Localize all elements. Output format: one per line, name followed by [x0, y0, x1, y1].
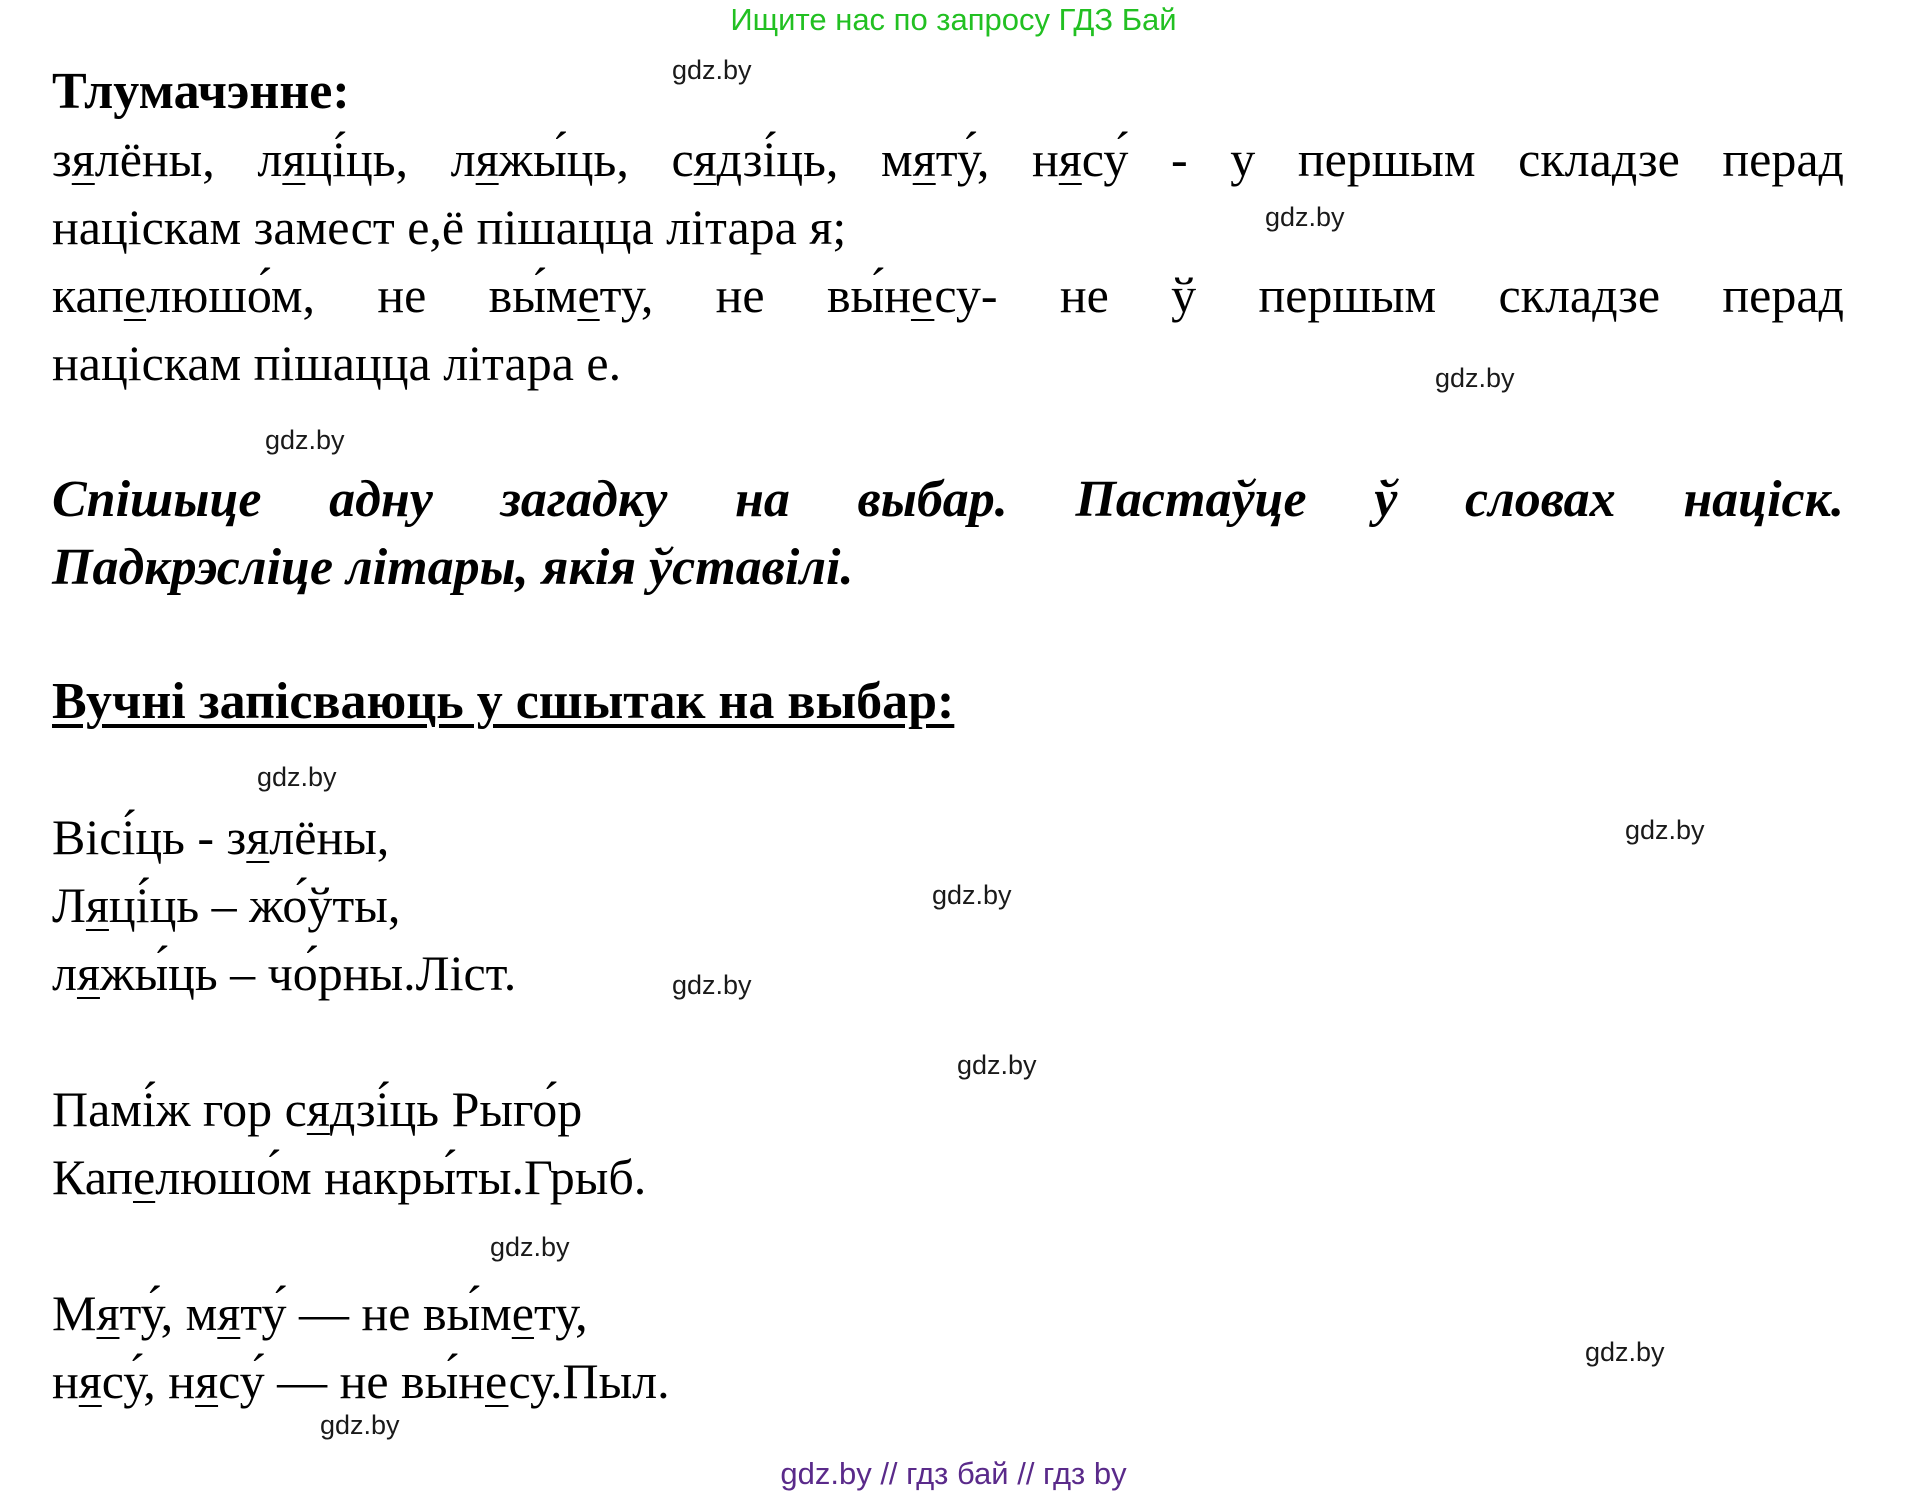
text-segment: ці́ць, л [305, 131, 476, 187]
task-line-2: Падкрэсліце літары, якія ўставілі. [52, 539, 854, 596]
text-segment: люшо́м, не вы́м [146, 267, 578, 323]
riddle-1-line-2 [52, 876, 400, 934]
underlined-letter: я [71, 131, 95, 187]
underlined-letter: я [76, 945, 100, 1001]
underlined-letter: я [282, 131, 306, 187]
underlined-letter: я [246, 809, 270, 865]
watermark: gdz.by [1265, 202, 1345, 232]
explanation-line-3 [52, 266, 1844, 324]
explanation-line-4: націскам пішацца літара е. [52, 335, 622, 391]
text-segment: ту, не вы́н [599, 267, 911, 323]
underlined-letter: я [912, 131, 936, 187]
underlined-letter: е [577, 267, 600, 323]
text-segment: з [52, 131, 72, 187]
text-segment: Л [52, 877, 86, 933]
text-segment: ту́ — не вы́м [240, 1285, 512, 1341]
riddle-2-line-1 [52, 1080, 582, 1138]
text-segment: лёны, л [94, 131, 283, 187]
text-segment: ці́ць – жо́ўты, [108, 877, 401, 933]
top-banner: Ищите нас по запросу ГДЗ Бай [730, 2, 1177, 37]
text-segment: н [52, 1353, 79, 1409]
underlined-letter: е [132, 1149, 156, 1205]
underlined-letter: е [123, 267, 147, 323]
riddle-3-line-1 [52, 1284, 588, 1342]
text-segment: ту́, н [935, 131, 1059, 187]
text-segment: су́ — не вы́н [218, 1353, 486, 1409]
text-segment: жы́ць – чо́рны.Ліст. [99, 945, 517, 1001]
text-segment: кап [52, 267, 124, 323]
watermark: gdz.by [1435, 363, 1515, 393]
underlined-letter: я [217, 1285, 241, 1341]
underlined-letter: я [475, 131, 499, 187]
text-segment: дзі́ць, м [716, 131, 913, 187]
text-segment: дзі́ць Рыго́р [329, 1081, 583, 1137]
watermark: gdz.by [932, 880, 1012, 910]
explanation-line-2: націскам замест е,ё пішацца літара я; [52, 199, 847, 255]
watermark: gdz.by [1585, 1337, 1665, 1367]
text-segment: су́ - у першым складзе перад [1081, 131, 1844, 187]
text-segment: ту́, м [119, 1285, 218, 1341]
watermark: gdz.by [672, 55, 752, 85]
text-segment: л [52, 945, 77, 1001]
text-segment: Кап [52, 1149, 133, 1205]
text-segment: Памі́ж гор с [52, 1081, 307, 1137]
underlined-letter: я [693, 131, 717, 187]
text-segment: М [52, 1285, 97, 1341]
text-segment: су- не ў першым складзе перад [934, 267, 1844, 323]
riddle-2-line-2 [52, 1148, 646, 1206]
underlined-letter: я [78, 1353, 102, 1409]
underlined-letter: е [910, 267, 935, 323]
text-segment: лёны, [269, 809, 390, 865]
text-segment: Ві [52, 809, 100, 865]
watermark: gdz.by [672, 970, 752, 1000]
explanation-line-1 [52, 130, 1844, 188]
text-segment: су́, н [101, 1353, 196, 1409]
watermark: gdz.by [490, 1232, 570, 1262]
underlined-letter: я [85, 877, 109, 933]
watermark: gdz.by [265, 425, 345, 455]
answer-heading: Вучні запісваюць у сшытак на выбар: [52, 673, 955, 730]
text-segment: сі́ць - з [99, 809, 247, 865]
explanation-heading: Тлумачэнне: [52, 63, 350, 120]
text-segment: ту, [533, 1285, 588, 1341]
underlined-letter: е [511, 1285, 534, 1341]
task-line-1: Спішыце адну загадку на выбар. Пастаўце ў словах націск. [52, 471, 1844, 528]
riddle-3-line-2 [52, 1352, 670, 1410]
footer-links: gdz.by // гдз бай // гдз by [780, 1456, 1127, 1491]
underlined-letter: е [485, 1353, 509, 1409]
watermark: gdz.by [1625, 815, 1705, 845]
text-segment: жы́ць, с [498, 131, 694, 187]
text-segment: люшо́м накры́ты.Грыб. [155, 1149, 647, 1205]
underlined-letter: я [1058, 131, 1082, 187]
riddle-1-line-3 [52, 944, 516, 1002]
watermark: gdz.by [257, 762, 337, 792]
underlined-letter: я [96, 1285, 120, 1341]
underlined-letter: я [195, 1353, 219, 1409]
text-segment: су.Пыл. [508, 1353, 670, 1409]
underlined-letter: я [306, 1081, 330, 1137]
riddle-1-line-1 [52, 808, 389, 866]
watermark: gdz.by [320, 1410, 400, 1440]
watermark: gdz.by [957, 1050, 1037, 1080]
